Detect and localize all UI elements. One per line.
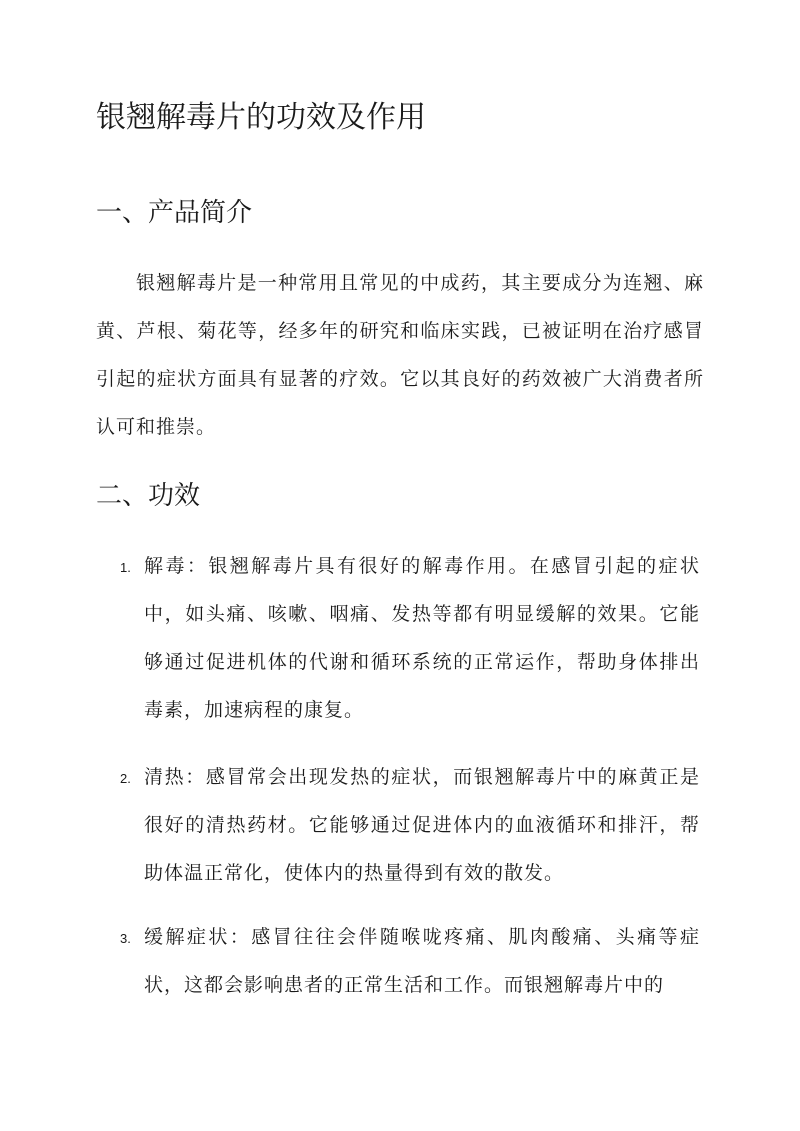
document-title: 银翘解毒片的功效及作用 (96, 100, 426, 135)
section-heading-intro: 一、产品简介 (96, 198, 253, 228)
list-number: 2. (120, 771, 131, 786)
list-item-text: 解毒：银翘解毒片具有很好的解毒作用。在感冒引起的症状中，如头痛、咳嗽、咽痛、发热等都有明显缓解的效果。它能够通过促进机体的代谢和循环系统的正常运作，帮助身体排出毒素，加速病程的康复。 (144, 555, 700, 721)
section-heading-effects: 二、功效 (96, 481, 201, 511)
list-item-text: 清热：感冒常会出现发热的症状，而银翘解毒片中的麻黄正是很好的清热药材。它能够通过促进体内的血液循环和排汗，帮助体温正常化，使体内的热量得到有效的散发。 (144, 766, 700, 884)
list-number: 3. (120, 931, 131, 946)
list-item-text: 缓解症状：感冒往往会伴随喉咙疼痛、肌肉酸痛、头痛等症状，这都会影响患者的正常生活和工作。而银翘解毒片中的 (144, 926, 700, 996)
list-number: 1. (120, 560, 131, 575)
intro-paragraph: 银翘解毒片是一种常用且常见的中成药，其主要成分为连翘、麻黄、芦根、菊花等，经多年的研究和临床实践，已被证明在治疗感冒引起的症状方面具有显著的疗效。它以其良好的药效被广大消费者所认可和推崇。 (96, 272, 704, 438)
